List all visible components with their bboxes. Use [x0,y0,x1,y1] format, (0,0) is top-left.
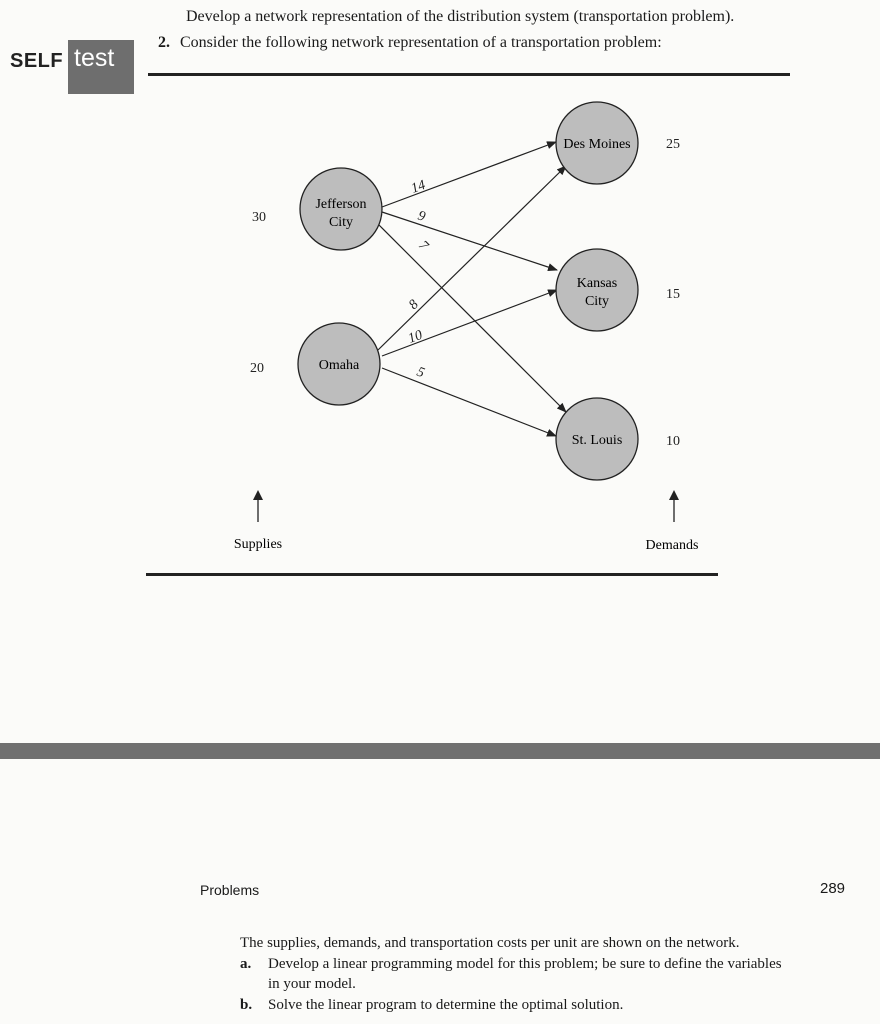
intro-line: Develop a network representation of the distribution system (transportation problem). [186,8,735,25]
problem-intro: The supplies, demands, and transportation costs per unit are shown on the network. [240,935,740,951]
node-stlouis-label: St. Louis [571,433,623,448]
cost-label-om-sl: 5 [414,364,427,382]
badge-self-label: SELF [10,50,64,72]
arc-jefferson-desmoines [382,142,556,207]
supplies-label: Supplies [233,537,283,552]
node-omaha-label: Omaha [318,358,360,373]
node-kansas-line1: Kansas [576,276,618,291]
item-b [240,997,623,1014]
arc-jefferson-stlouis [378,224,566,412]
item-a [240,956,782,973]
page-number: 289 [820,880,846,897]
item-b-label: b. [240,997,253,1013]
node-kansas-line2: City [584,294,610,309]
node-desmoines-label: Des Moines [563,137,631,152]
node-jefferson-line2: City [328,215,354,230]
node-des-moines [556,102,638,184]
section-header: Problems [200,882,260,898]
node-jefferson-city [300,168,382,250]
arc-omaha-stlouis [382,368,556,436]
cost-label-jc-kc: 9 [415,208,428,225]
supply-jefferson: 30 [252,210,266,225]
cost-label-om-dm: 8 [406,297,422,313]
node-jefferson-line1: Jefferson [315,197,367,212]
question-number: 2. [158,34,170,51]
badge-test-label: test [74,44,115,72]
demand-des-moines: 25 [666,137,680,152]
node-st-louis [556,398,638,480]
page-divider-bar [0,743,880,759]
node-omaha [298,323,380,405]
arc-jefferson-kansas [382,212,557,270]
demand-st-louis: 10 [666,434,680,449]
cost-label-om-kc: 10 [406,327,425,347]
demand-kansas-city: 15 [666,287,680,302]
item-a-label: a. [240,956,252,972]
node-kansas-city [556,249,638,331]
question-text: Consider the following network representation of a transportation problem: [180,34,662,51]
demands-label: Demands [645,538,699,553]
item-a-line1: Develop a linear programming model for this problem; be sure to define the variables [268,956,782,972]
cost-label-jc-dm: 14 [409,177,428,197]
supply-omaha: 20 [250,361,264,376]
item-a-line2: in your model. [268,976,356,992]
item-a-cont [268,976,356,993]
cost-label-jc-sl: 7 [415,238,431,254]
item-b-line1: Solve the linear program to determine the optimal solution. [268,997,624,1013]
